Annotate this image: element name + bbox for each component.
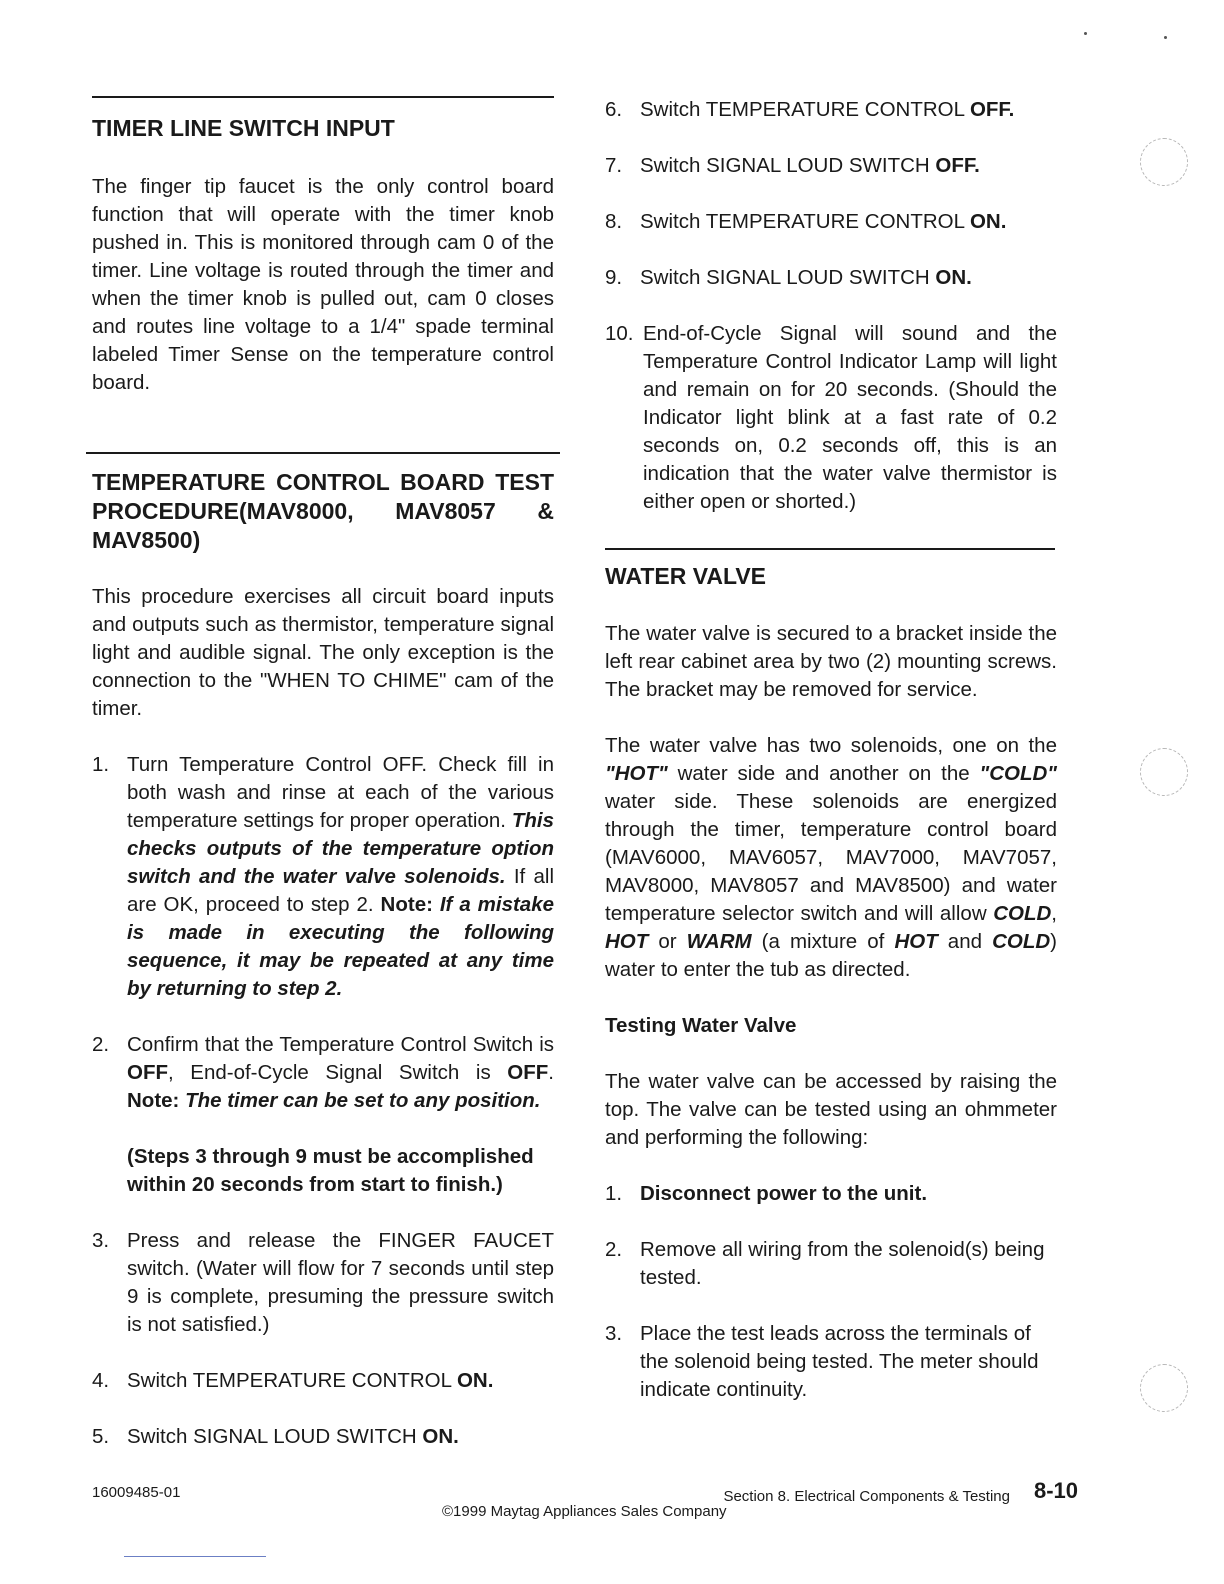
para-text: and — [937, 930, 993, 953]
steps-timing-note — [92, 1143, 554, 1199]
step-number: 1. — [605, 1182, 623, 1205]
step-number: 7. — [605, 154, 623, 177]
para-text: water side. These solenoids are energized through the timer, temperature control board (MAV6000, MAV6057, MAV7000, MAV7057, MAV8000, MAV8057 and MAV8500) and water temperature selector switch and will allow — [605, 790, 1057, 925]
procedure-steps-right — [605, 96, 1057, 516]
step-text: Switch TEMPERATURE CONTROL — [640, 210, 970, 233]
step-number: 3. — [92, 1229, 110, 1252]
step-bold: OFF — [507, 1061, 549, 1084]
para-text: The water valve has two solenoids, one on the — [605, 734, 1057, 757]
step-emphasis: The timer can be set to any position. — [179, 1089, 541, 1112]
section-rule — [92, 96, 554, 98]
step-emphasis: If a mistake is made in executing the following sequence, it may be repeated at any time by returning to step 2. — [127, 893, 554, 1000]
step-number: 4. — [92, 1369, 110, 1392]
step-number: 5. — [92, 1425, 110, 1448]
step-text: Remove all wiring from the solenoid(s) being tested. — [640, 1238, 1045, 1289]
step-number: 9. — [605, 266, 623, 289]
valve-test-steps — [605, 1180, 1057, 1404]
valve-step-1 — [605, 1180, 1057, 1208]
step-8 — [605, 208, 1057, 236]
section-rule — [86, 452, 560, 454]
punch-hole-icon — [1140, 1364, 1188, 1412]
step-4 — [92, 1367, 554, 1395]
step-10 — [605, 320, 1057, 516]
punch-hole-icon — [1140, 138, 1188, 186]
subheading-testing-water-valve: Testing Water Valve — [605, 1014, 797, 1037]
step-bold: OFF — [127, 1061, 168, 1084]
step-number: 3. — [605, 1322, 623, 1345]
step-5 — [92, 1423, 554, 1451]
note-label: Note: — [127, 1089, 180, 1112]
step-text: End-of-Cycle Signal will sound and the Temperature Control Indicator Lamp will light and remain on for 20 seconds. (Should the Indicator light blink at a fast rate of 0.2 seconds on, 0.2 seconds off, this is an indication that the water valve thermistor is either open or shorted.) — [643, 322, 1057, 513]
step-bold: OFF. — [969, 98, 1015, 121]
warm-label: WARM — [686, 930, 752, 953]
cold-label: "COLD" — [979, 762, 1057, 785]
step-text: Press and release the FINGER FAUCET switch. (Water will flow for 7 seconds until step 9 is complete, presuming the pressure switch is not satisfied.) — [127, 1229, 554, 1336]
step-text: Switch SIGNAL LOUD SWITCH — [640, 154, 936, 177]
copyright: ©1999 Maytag Appliances Sales Company — [442, 1503, 727, 1520]
step-text: Turn Temperature Control OFF. Check fill in both wash and rinse at each of the various temperature settings for proper operation. — [127, 753, 554, 832]
cold-label: COLD — [993, 902, 1052, 925]
document-number: 16009485-01 — [92, 1484, 181, 1501]
testing-paragraph: The water valve can be accessed by raising the top. The valve can be tested using an ohmmeter and performing the following: — [605, 1070, 1057, 1149]
para-text: , — [1051, 902, 1057, 925]
step-1 — [92, 751, 554, 1003]
step-bold: OFF. — [935, 154, 980, 177]
page-number: 8-10 — [1034, 1478, 1079, 1503]
water-valve-paragraph-2 — [605, 732, 1057, 984]
valve-step-2 — [605, 1236, 1057, 1292]
step-text: Switch SIGNAL LOUD SWITCH — [127, 1425, 423, 1448]
step-text: , End-of-Cycle Signal Switch is — [168, 1061, 508, 1084]
step-text: Place the test leads across the terminals of the solenoid being tested. The meter should indicate continuity. — [640, 1322, 1039, 1401]
valve-step-3 — [605, 1320, 1057, 1404]
step-bold: ON. — [935, 266, 972, 289]
cold-label: COLD — [992, 930, 1051, 953]
step-9 — [605, 264, 1057, 292]
para-text: water side and another on the — [667, 762, 980, 785]
step-2 — [92, 1031, 554, 1115]
procedure-intro-paragraph: This procedure exercises all circuit board inputs and outputs such as thermistor, temperature signal light and audible signal. The only exception is the connection to the "WHEN TO CHIME" cam of the timer. — [92, 585, 554, 720]
step-7 — [605, 152, 1057, 180]
section-rule — [605, 548, 1055, 550]
left-column — [92, 96, 554, 1451]
step-number: 2. — [605, 1238, 623, 1261]
punch-hole-icon — [1140, 748, 1188, 796]
para-text: or — [648, 930, 687, 953]
timing-note-text: (Steps 3 through 9 must be accomplished within 20 seconds from start to finish.) — [127, 1145, 534, 1196]
water-valve-paragraph-1: The water valve is secured to a bracket inside the left rear cabinet area by two (2) mounting screws. The bracket may be removed for service. — [605, 622, 1057, 701]
step-3 — [92, 1227, 554, 1339]
scan-speck-icon — [1164, 36, 1167, 39]
step-bold: ON. — [969, 210, 1007, 233]
timer-line-paragraph: The finger tip faucet is the only control board function that will operate with the timer knob pushed in. This is monitored through cam 0 of the timer. Line voltage is routed through the timer and when the timer knob is pulled out, cam 0 closes and routes line voltage to a 1/4" spade terminal labeled Timer Sense on the temperature control board. — [92, 175, 554, 394]
note-label: Note: — [380, 893, 433, 916]
step-text: Switch TEMPERATURE CONTROL — [640, 98, 970, 121]
hot-label: HOT — [605, 930, 649, 953]
section-title-test-procedure: TEMPERATURE CONTROL BOARD TEST PROCEDURE(MAV8000, MAV8057 & MAV8500) — [92, 469, 554, 553]
step-number: 6. — [605, 98, 623, 121]
hot-label: HOT — [894, 930, 938, 953]
section-title-timer-line-switch: TIMER LINE SWITCH INPUT — [92, 115, 395, 141]
step-emphasis: This checks outputs of the temperature option switch and the water valve solenoids. — [127, 809, 554, 888]
step-text: Switch TEMPERATURE CONTROL — [127, 1369, 457, 1392]
step-bold: ON. — [456, 1369, 494, 1392]
para-text: ) water to enter the tub as directed. — [605, 930, 1057, 981]
step-text: . — [548, 1061, 554, 1084]
step-number: 2. — [92, 1033, 110, 1056]
step-bold: ON. — [422, 1425, 459, 1448]
scan-speck-icon — [1084, 32, 1087, 35]
step-text: If all are OK, proceed to step 2. — [127, 865, 554, 916]
step-number: 8. — [605, 210, 623, 233]
step-bold: Disconnect power to the unit. — [640, 1182, 928, 1205]
section-title-water-valve: WATER VALVE — [605, 563, 766, 589]
para-text: (a mixture of — [751, 930, 895, 953]
hot-label: "HOT" — [605, 762, 668, 785]
step-number: 1. — [92, 753, 110, 776]
step-text: Switch SIGNAL LOUD SWITCH — [640, 266, 936, 289]
step-number: 10. — [605, 322, 634, 345]
step-text: Confirm that the Temperature Control Switch is — [127, 1033, 554, 1056]
bottom-edge-line — [124, 1556, 266, 1557]
right-column — [605, 96, 1057, 1404]
section-footer: Section 8. Electrical Components & Testing — [723, 1488, 1010, 1505]
step-6 — [605, 96, 1057, 124]
procedure-steps-left — [92, 751, 554, 1451]
